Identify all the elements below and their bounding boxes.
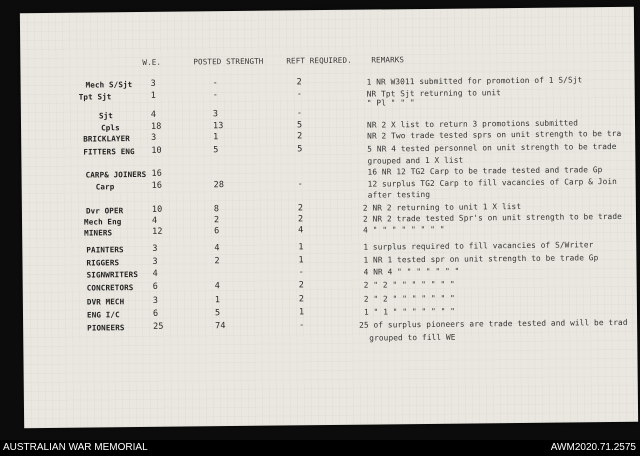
credit-right: AWM2020.71.2575 <box>550 442 636 453</box>
reft-value: 1 <box>298 255 304 266</box>
remarks-text: 2 NR 2 returning to unit 1 X list <box>362 201 522 213</box>
row-label: Carp <box>95 182 115 192</box>
reft-value: - <box>296 89 302 100</box>
we-value: 6 <box>152 308 159 319</box>
row-label: Dvr OPER <box>85 206 124 216</box>
we-value: 16 <box>151 180 163 191</box>
remarks-text: grouped and 1 X list <box>367 155 464 166</box>
reft-value: 4 <box>298 225 304 236</box>
posted-value: 4 <box>214 243 220 254</box>
we-value: 25 <box>153 321 164 332</box>
we-value: 16 <box>151 168 163 179</box>
remarks-text: 25 of surplus pioneers are trade tested and will be trad <box>359 317 628 330</box>
remarks-text: 4 NR 4 " " " " " " " <box>363 266 460 277</box>
posted-value: 8 <box>213 204 220 215</box>
we-value: 3 <box>152 295 159 306</box>
remarks-text: 2 NR 2 trade tested Spr's on unit strength to be trade <box>362 211 622 224</box>
remarks-text: 12 surplus TG2 Carp to fill vacancies of Carp & Join <box>367 176 617 189</box>
reft-value: - <box>299 320 305 331</box>
posted-value: - <box>212 90 218 101</box>
row-label: MINERS <box>84 228 113 238</box>
reft-value: 2 <box>296 77 302 88</box>
row-label: Cpls <box>101 123 120 133</box>
credit-bar <box>0 440 640 456</box>
remarks-text: 1 " 1 " " " " " " " <box>363 306 456 317</box>
posted-value: 4 <box>214 281 220 292</box>
reft-value: 5 <box>297 144 303 155</box>
row-label: Mech S/Sjt <box>85 80 133 90</box>
remarks-text: NR 2 X list to return 3 promotions submitted <box>366 118 579 130</box>
row-label: DVR MECH <box>86 297 125 307</box>
row-label: PAINTERS <box>86 245 124 255</box>
remarks-text: 16 NR 12 TG2 Carp to be trade tested and trade Gp <box>367 165 603 177</box>
we-value: 12 <box>152 226 163 237</box>
posted-value: 5 <box>213 145 219 156</box>
header-posted-strength: POSTED STRENGTH <box>193 56 264 67</box>
reft-value: 1 <box>298 242 304 253</box>
row-label: Sjt <box>98 111 113 121</box>
reft-value: 5 <box>296 120 303 131</box>
reft-value: 2 <box>297 203 304 214</box>
remarks-text: 1 NR W3011 submitted for promotion of 1 S/Sjt <box>366 75 583 87</box>
posted-value: 1 <box>213 132 219 143</box>
remarks-text: 4 " " " " " " " " <box>363 224 445 235</box>
row-label: RIGGERS <box>86 258 120 268</box>
reft-value: 2 <box>297 131 303 142</box>
we-value: 3 <box>152 256 158 267</box>
remarks-text: 1 surplus required to fill vacancies of S/Writer <box>363 240 594 252</box>
remarks-text: after testing <box>367 189 431 200</box>
reft-value: 2 <box>298 280 304 291</box>
posted-value: 74 <box>215 321 226 332</box>
row-label: PIONEERS <box>87 323 125 333</box>
remarks-text: grouped to fill WE <box>369 332 456 343</box>
reft-value: 2 <box>298 294 305 305</box>
we-value: 10 <box>151 145 162 156</box>
credit-left: AUSTRALIAN WAR MEMORIAL <box>3 442 148 453</box>
header-remarks: REMARKS <box>371 55 405 65</box>
we-value: 10 <box>151 204 163 215</box>
remarks-text: 2 " 2 " " " " " " " <box>363 279 455 290</box>
reft-value: 1 <box>298 307 305 318</box>
we-value: 3 <box>150 78 156 89</box>
reft-value: - <box>296 108 303 119</box>
remarks-text: 1 NR 1 tested spr on unit strength to be trade Gp <box>363 253 599 265</box>
row-label: FITTERS ENG <box>83 147 135 157</box>
row-label: SIGNWRITERS <box>86 270 139 280</box>
remarks-text: " Pl " " " <box>366 98 415 108</box>
reft-value: - <box>298 267 304 278</box>
posted-value: 13 <box>212 121 224 132</box>
posted-value: 5 <box>214 308 221 319</box>
header-we: W.E. <box>142 57 162 67</box>
document-page <box>20 7 638 428</box>
row-label: Mech Eng <box>83 217 122 227</box>
reft-value: - <box>297 179 303 190</box>
posted-value: 1 <box>214 295 221 306</box>
row-label: CARP& JOINERS <box>85 169 147 180</box>
posted-value: 3 <box>212 109 219 120</box>
remarks-text: NR 2 Two trade tested sprs on unit strength to be tra <box>367 128 622 141</box>
we-value: 4 <box>152 268 158 279</box>
row-label: BRICKLAYER <box>83 134 130 144</box>
we-value: 6 <box>152 281 158 292</box>
we-value: 4 <box>150 109 157 120</box>
posted-value: 2 <box>214 256 220 267</box>
header-reft-required: REFT REQUIRED. <box>286 55 352 66</box>
we-value: 3 <box>151 132 157 143</box>
we-value: 18 <box>150 121 162 132</box>
posted-value: 6 <box>214 226 220 237</box>
posted-value: 28 <box>213 180 225 191</box>
we-value: 3 <box>152 243 158 254</box>
we-value: 4 <box>151 215 158 226</box>
remarks-text: 5 NR 4 tested personnel on unit strength to be trade <box>367 141 617 154</box>
we-value: 1 <box>150 90 156 101</box>
remarks-text: NR Tpt Sjt returning to unit <box>366 88 501 99</box>
row-label: CONCRETORS <box>86 283 134 293</box>
remarks-text: 2 " 2 " " " " " " " <box>363 293 455 304</box>
posted-value: 2 <box>213 215 220 226</box>
row-label: Tpt Sjt <box>78 92 112 102</box>
posted-value: - <box>212 78 218 89</box>
reft-value: 2 <box>297 214 304 225</box>
row-label: ENG I/C <box>86 310 120 320</box>
